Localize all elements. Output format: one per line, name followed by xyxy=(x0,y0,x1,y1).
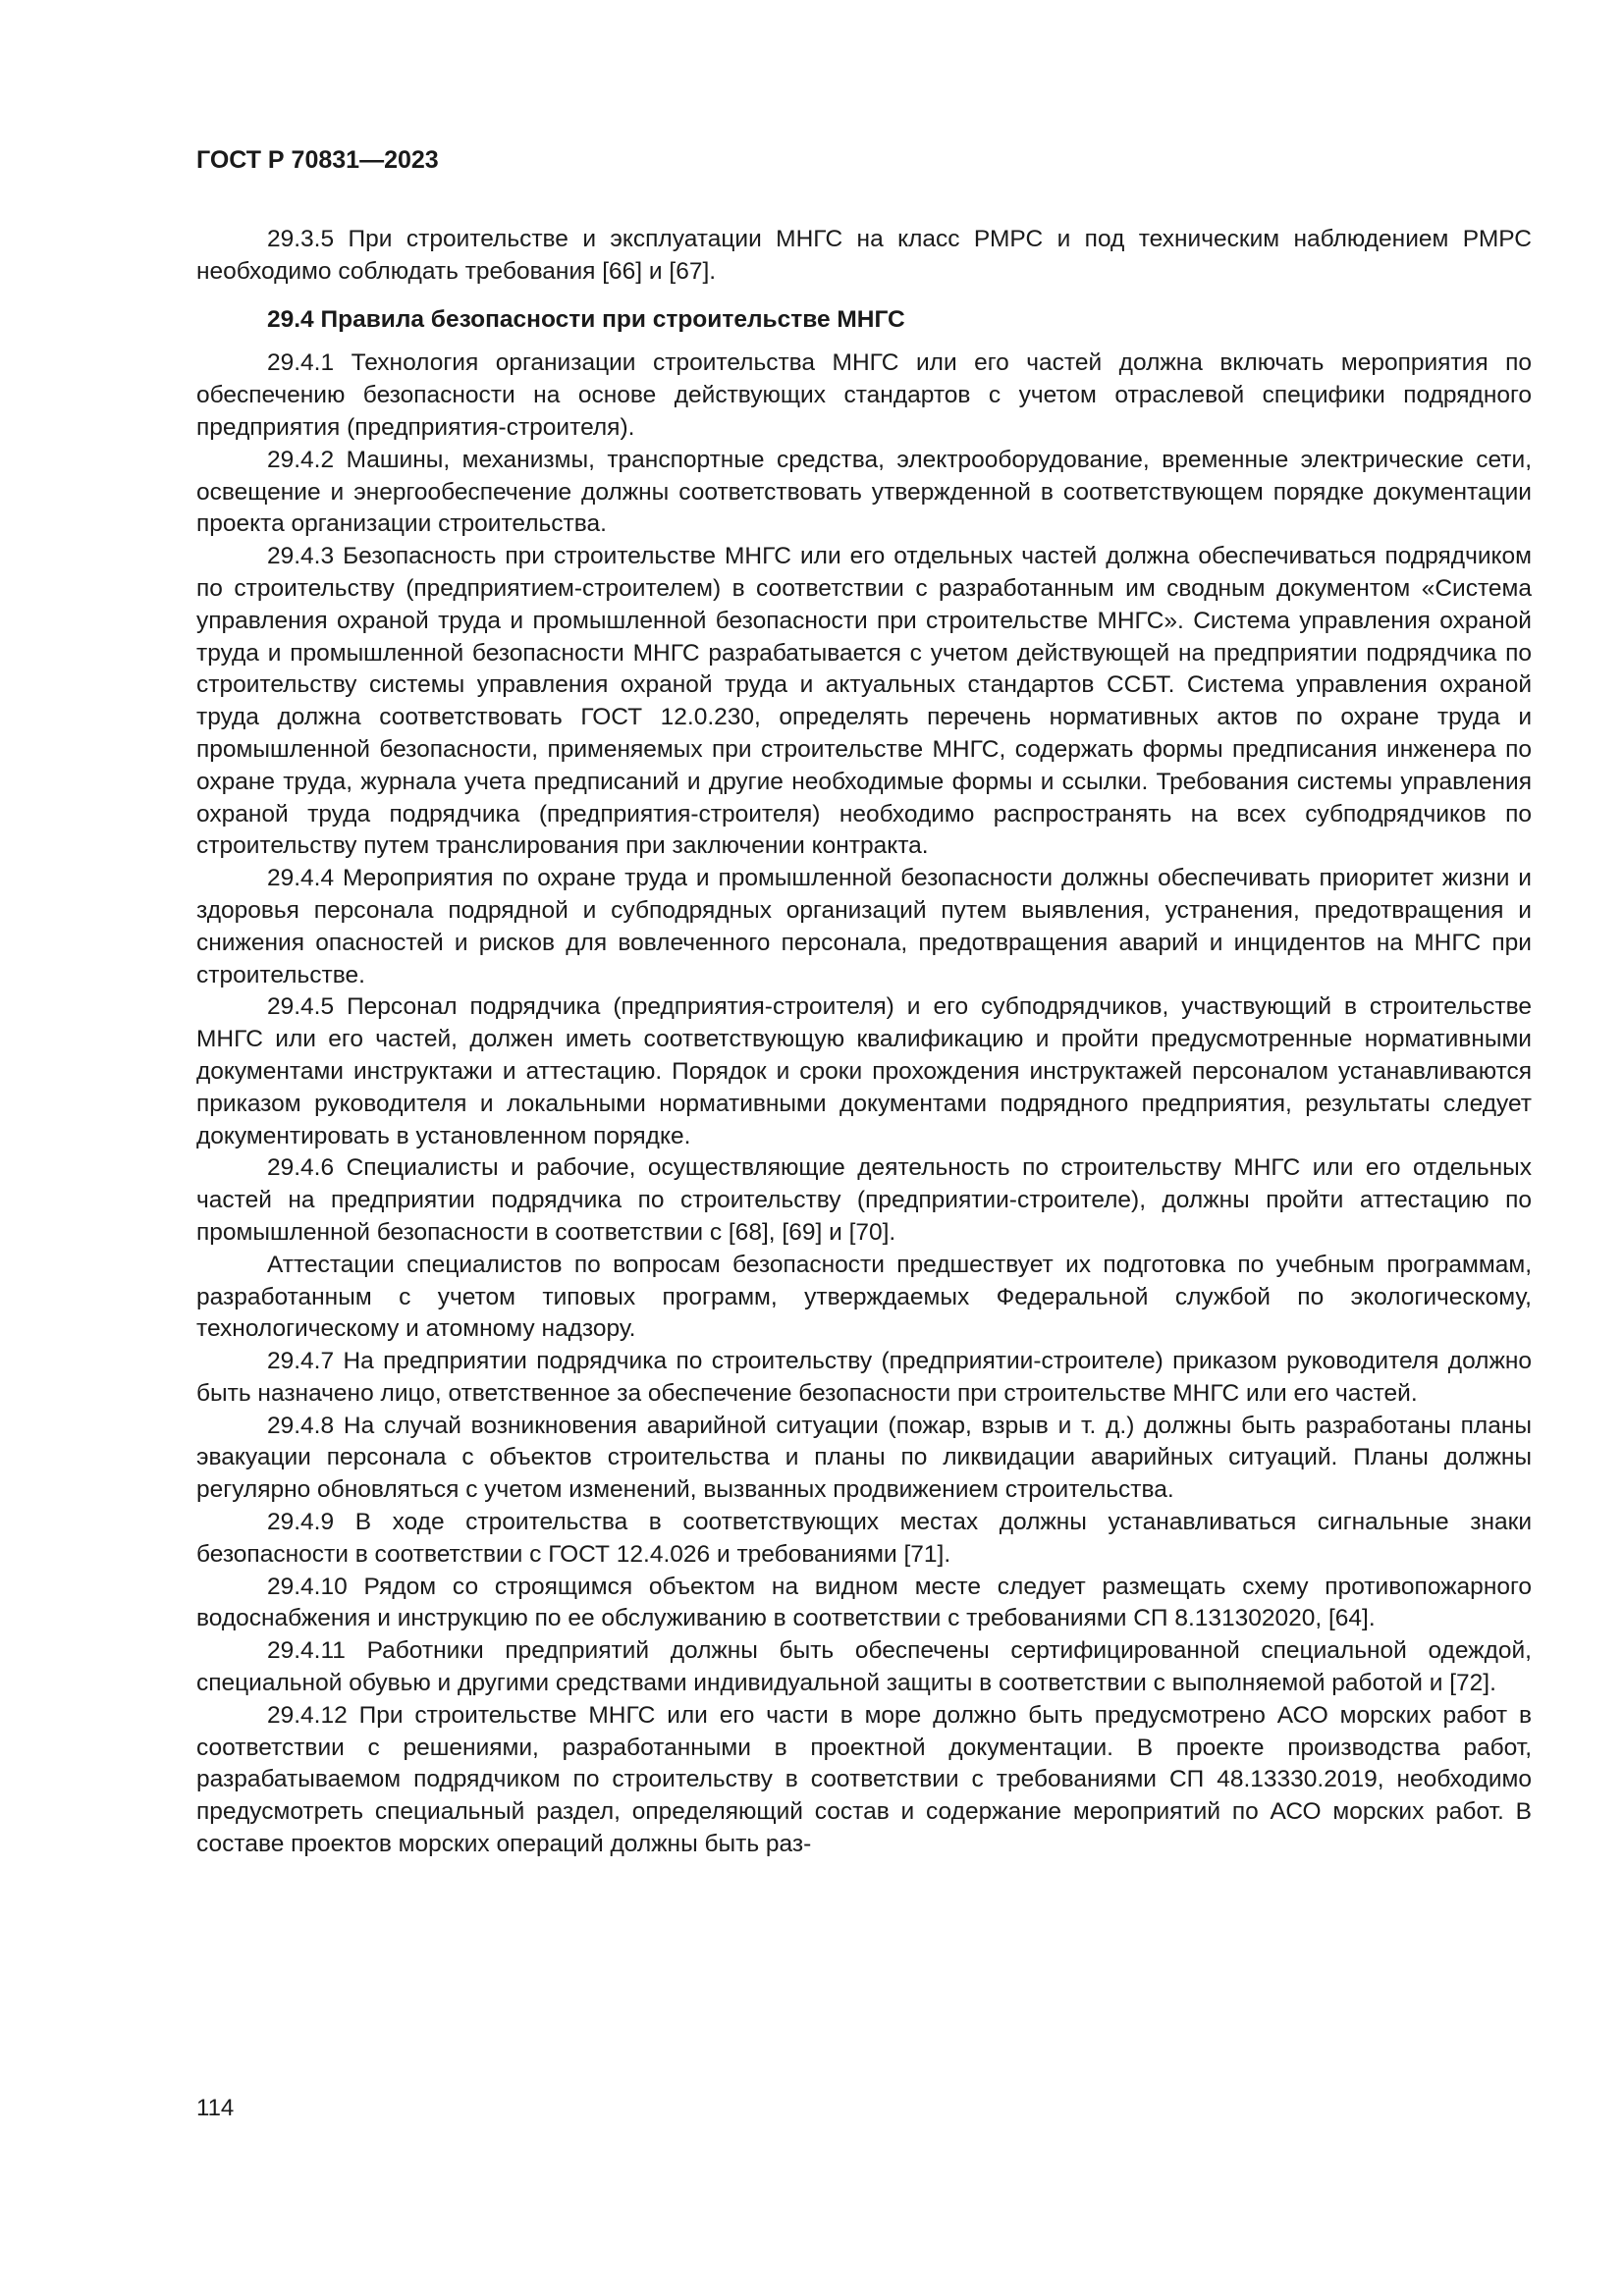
section-heading-29-4: 29.4 Правила безопасности при строительстве МНГС xyxy=(267,305,905,333)
paragraph-29-4-10: 29.4.10 Рядом со строящимся объектом на видном месте следует размещать схему противопожарного водоснабжения и инструкцию по ее обслуживанию в соответствии с требованиями СП 8.131302020, [64]. xyxy=(196,1573,1532,1632)
document-body xyxy=(196,224,1532,1861)
paragraph-29-4-7: 29.4.7 На предприятии подрядчика по строительству (предприятии-строителе) приказом руководителя должно быть назначено лицо, ответственное за обеспечение безопасности при строительстве МНГС или его частей. xyxy=(196,1348,1532,1407)
paragraph-29-4-11: 29.4.11 Работники предприятий должны быть обеспечены сертифицированной специальной одеждой, специальной обувью и другими средствами индивидуальной защиты в соответствии с выполняемой работой и [72]. xyxy=(196,1637,1532,1697)
paragraph-29-4-12: 29.4.12 При строительстве МНГС или его части в море должно быть предусмотрено АСО морских работ в соответствии с решениями, разработанными в проектной документации. В проекте производства работ, разрабатываемом подрядчиком по строительству в соответствии с требованиями СП 48.13330.2019, необходимо предусмотреть специальный раздел, определяющий состав и содержание мероприятий по АСО морских работ. В составе проектов морских операций должны быть раз- xyxy=(196,1701,1532,1858)
paragraph-29-4-3: 29.4.3 Безопасность при строительстве МНГС или его отдельных частей должна обеспечиваться подрядчиком по строительству (предприятием-строителем) в соответствии с разработанным им сводным документом «Система управления охраной труда и промышленной безопасности при строительстве МНГС». Система управления охраной труда и промышленной безопасности МНГС разрабатывается с учетом действующей на предприятии подрядчика по строительству системы управления охраной труда и актуальных стандартов ССБТ. Система управления охраной труда должна соответствовать ГОСТ 12.0.230, определять перечень нормативных актов по охране труда и промышленной безопасности, применяемых при строительстве МНГС, содержать формы предписания инженера по охране труда, журнала учета предписаний и другие необходимые формы и ссылки. Требования системы управления охраной труда подрядчика (предприятия-строителя) необходимо распространять на всех субподрядчиков по строительству путем транслирования при заключении контракта. xyxy=(196,543,1532,860)
paragraph-attestation: Аттестации специалистов по вопросам безопасности предшествует их подготовка по учебным программам, разработанным с учетом типовых программ, утверждаемых Федеральной службой по экологическому, технологическому и атомному надзору. xyxy=(196,1251,1532,1343)
paragraph-29-4-5: 29.4.5 Персонал подрядчика (предприятия-строителя) и его субподрядчиков, участвующий в строительстве МНГС или его частей, должен иметь соответствующую квалификацию и пройти предусмотренные нормативными документами инструктажи и аттестацию. Порядок и сроки прохождения инструктажей персоналом устанавливаются приказом руководителя и локальными нормативными документами подрядного предприятия, результаты следует документировать в установленном порядке. xyxy=(196,993,1532,1149)
paragraph-29-3-5: 29.3.5 При строительстве и эксплуатации МНГС на класс РМРС и под техническим наблюдением РМРС необходимо соблюдать требования [66] и [67]. xyxy=(196,226,1532,285)
document-header: ГОСТ Р 70831—2023 xyxy=(196,146,439,174)
paragraph-29-4-6: 29.4.6 Специалисты и рабочие, осуществляющие деятельность по строительству МНГС или его отдельных частей на предприятии подрядчика по строительству (предприятии-строителе), должны пройти аттестацию по промышленной безопасности в соответствии с [68], [69] и [70]. xyxy=(196,1154,1532,1246)
page-number: 114 xyxy=(196,2095,235,2121)
paragraph-29-4-8: 29.4.8 На случай возникновения аварийной ситуации (пожар, взрыв и т. д.) должны быть разработаны планы эвакуации персонала с объектов строительства и планы по ликвидации аварийных ситуаций. Планы должны регулярно обновляться с учетом изменений, вызванных продвижением строительства. xyxy=(196,1412,1532,1504)
paragraph-29-4-9: 29.4.9 В ходе строительства в соответствующих местах должны устанавливаться сигнальные знаки безопасности в соответствии с ГОСТ 12.4.026 и требованиями [71]. xyxy=(196,1509,1532,1568)
paragraph-29-4-1: 29.4.1 Технология организации строительства МНГС или его частей должна включать мероприятия по обеспечению безопасности на основе действующих стандартов с учетом отраслевой специфики подрядного предприятия (предприятия-строителя). xyxy=(196,349,1532,441)
document-page xyxy=(196,143,1532,1861)
paragraph-29-4-4: 29.4.4 Мероприятия по охране труда и промышленной безопасности должны обеспечивать приоритет жизни и здоровья персонала подрядной и субподрядных организаций путем выявления, устранения, предотвращения и снижения опасностей и рисков для вовлеченного персонала, предотвращения аварий и инцидентов на МНГС при строительстве. xyxy=(196,865,1532,988)
paragraph-29-4-2: 29.4.2 Машины, механизмы, транспортные средства, электрооборудование, временные электрические сети, освещение и энергообеспечение должны соответствовать утвержденной в соответствующем порядке документации проекта организации строительства. xyxy=(196,446,1532,538)
